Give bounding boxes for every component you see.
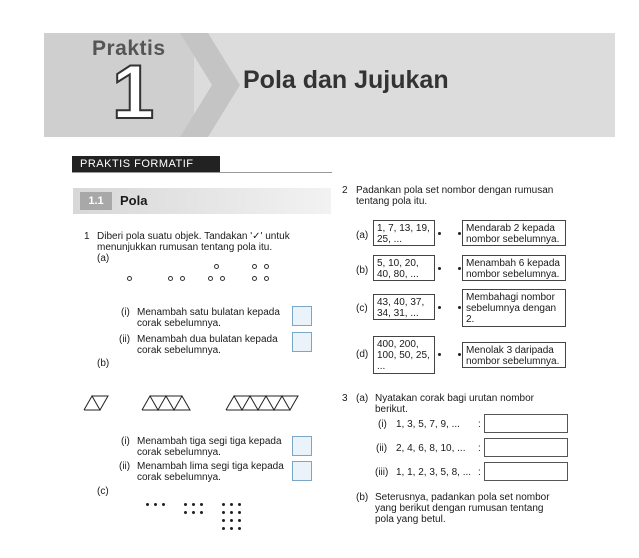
chapter-title: Pola dan Jujukan [243, 66, 449, 94]
q1b-opt2-line2: corak sebelumnya. [137, 472, 221, 483]
triangle-pattern [80, 392, 312, 414]
pattern-dot [154, 503, 157, 506]
sequence-line: 40, 80, ... [377, 269, 419, 280]
banner-chevron [180, 33, 240, 137]
q3-item-num: (iii) [375, 467, 389, 478]
topic-name: Pola [120, 193, 148, 208]
q3b-stem-line-3: pola yang betul. [375, 514, 446, 525]
pattern-dot [230, 519, 233, 522]
q2-row-label: (c) [356, 303, 368, 314]
match-dot[interactable] [438, 306, 441, 309]
pattern-dot [238, 519, 241, 522]
match-dot[interactable] [438, 267, 441, 270]
section-divider [72, 172, 332, 173]
rule-box [462, 255, 566, 281]
q3b-label: (b) [356, 492, 369, 503]
q3-number: 3 [342, 393, 348, 404]
match-dot[interactable] [438, 353, 441, 356]
pattern-dot [192, 503, 195, 506]
pattern-dot [222, 503, 225, 506]
checkbox-q1a-ii[interactable] [292, 332, 312, 352]
q3a-label: (a) [356, 393, 369, 404]
praktis-label: Praktis [92, 37, 166, 60]
sequence-line: 25, ... [377, 234, 403, 245]
q1-number: 1 [84, 231, 90, 242]
q1b-opt2-line1: Menambah lima segi tiga kepada [137, 461, 284, 472]
q2-row-label: (d) [356, 349, 369, 360]
q1a-opt2-num: (ii) [119, 334, 131, 345]
rule-line: Membahagi nombor [466, 292, 555, 303]
q1a-opt1-line1: Menambah satu bulatan kepada [137, 307, 280, 318]
checkbox-q1b-ii[interactable] [292, 461, 312, 481]
q2-number: 2 [342, 185, 348, 196]
q2-row-label: (b) [356, 265, 369, 276]
rule-line: 2. [466, 314, 475, 325]
topic-number: 1.1 [80, 192, 112, 210]
q1b-opt1-line2: corak sebelumnya. [137, 447, 221, 458]
q2-stem-line-1: Padankan pola set nombor dengan rumusan [356, 185, 554, 196]
q3-item-num: (i) [378, 419, 387, 430]
checkbox-q1b-i[interactable] [292, 436, 312, 456]
sequence-box [373, 255, 435, 281]
rule-line: Mendarab 2 kepada [466, 223, 555, 234]
q3-item-colon: : [478, 419, 481, 430]
q1b-opt1-line1: Menambah tiga segi tiga kepada [137, 436, 282, 447]
pattern-circle [208, 276, 213, 281]
sequence-line: 5, 10, 20, [377, 258, 419, 269]
q2-row-label: (a) [356, 230, 369, 241]
sequence-line: ... [377, 361, 386, 372]
sequence-box [373, 294, 435, 320]
pattern-dot [230, 527, 233, 530]
pattern-circle [168, 276, 173, 281]
pattern-dot [184, 511, 187, 514]
q3-item-colon: : [478, 443, 481, 454]
pattern-dot [230, 503, 233, 506]
rule-line: Menolak 3 daripada [466, 345, 554, 356]
match-dot[interactable] [458, 306, 461, 309]
q1a-opt1-line2: corak sebelumnya. [137, 318, 221, 329]
match-dot[interactable] [458, 267, 461, 270]
q1b-opt2-num: (ii) [119, 461, 131, 472]
q3a-stem-line-1: Nyatakan corak bagi urutan nombor [375, 393, 534, 404]
section-label: PRAKTIS FORMATIF [72, 156, 220, 172]
rule-line: nombor sebelumnya. [466, 269, 560, 280]
pattern-circle [220, 276, 225, 281]
match-dot[interactable] [458, 232, 461, 235]
match-dot[interactable] [458, 353, 461, 356]
sequence-line: 34, 31, ... [377, 308, 419, 319]
q2-stem-line-2: tentang pola itu. [356, 196, 428, 207]
pattern-dot [222, 511, 225, 514]
pattern-dot [162, 503, 165, 506]
pattern-dot [146, 503, 149, 506]
rule-line: Menambah 6 kepada [466, 258, 560, 269]
q3-item-seq: 2, 4, 6, 8, 10, ... [396, 443, 466, 454]
pattern-dot [192, 511, 195, 514]
pattern-circle [252, 276, 257, 281]
q1-stem-line-2: menunjukkan rumusan tentang pola itu. [97, 242, 273, 253]
q1a-opt1-num: (i) [121, 307, 130, 318]
sequence-box [373, 220, 435, 246]
pattern-circle [214, 264, 219, 269]
q3-item-colon: : [478, 467, 481, 478]
sequence-line: 400, 200, [377, 339, 419, 350]
q1b-opt1-num: (i) [121, 436, 130, 447]
pattern-dot [222, 527, 225, 530]
sequence-box [373, 336, 435, 374]
rule-line: sebelumnya dengan [466, 303, 557, 314]
q3-item-num: (ii) [376, 443, 388, 454]
sequence-line: 1, 7, 13, 19, [377, 223, 430, 234]
rule-line: nombor sebelumnya. [466, 234, 560, 245]
chapter-number: 1 [112, 50, 155, 135]
pattern-circle [127, 276, 132, 281]
q3b-stem-line-1: Seterusnya, padankan pola set nombor [375, 492, 550, 503]
pattern-dot [200, 503, 203, 506]
rule-box [462, 342, 566, 368]
checkbox-q1a-i[interactable] [292, 306, 312, 326]
q3-item-seq: 1, 3, 5, 7, 9, ... [396, 419, 460, 430]
pattern-dot [200, 511, 203, 514]
q1-stem-line-1: Diberi pola suatu objek. Tandakan '✓' untuk [97, 231, 290, 242]
q3a-stem-line-2: berikut. [375, 404, 408, 415]
q3-item-seq: 1, 1, 2, 3, 5, 8, ... [396, 467, 472, 478]
pattern-dot [222, 519, 225, 522]
q1c-label: (c) [97, 486, 109, 497]
pattern-circle [252, 264, 257, 269]
rule-box [462, 220, 566, 246]
answer-input-ii[interactable] [484, 438, 568, 457]
pattern-dot [230, 511, 233, 514]
match-dot[interactable] [438, 232, 441, 235]
q1a-label: (a) [97, 253, 110, 264]
rule-line: nombor sebelumnya. [466, 356, 560, 367]
pattern-circle [264, 276, 269, 281]
pattern-dot [238, 503, 241, 506]
answer-input-iii[interactable] [484, 462, 568, 481]
pattern-dot [238, 511, 241, 514]
q3b-stem-line-2: yang berikut dengan rumusan tentang [375, 503, 544, 514]
q1b-label: (b) [97, 358, 110, 369]
sequence-line: 43, 40, 37, [377, 297, 425, 308]
rule-box [462, 289, 566, 327]
pattern-dot [238, 527, 241, 530]
pattern-circle [264, 264, 269, 269]
q1a-opt2-line2: corak sebelumnya. [137, 345, 221, 356]
answer-input-i[interactable] [484, 414, 568, 433]
pattern-circle [180, 276, 185, 281]
q1a-opt2-line1: Menambah dua bulatan kepada [137, 334, 278, 345]
pattern-dot [184, 503, 187, 506]
sequence-line: 100, 50, 25, [377, 350, 430, 361]
